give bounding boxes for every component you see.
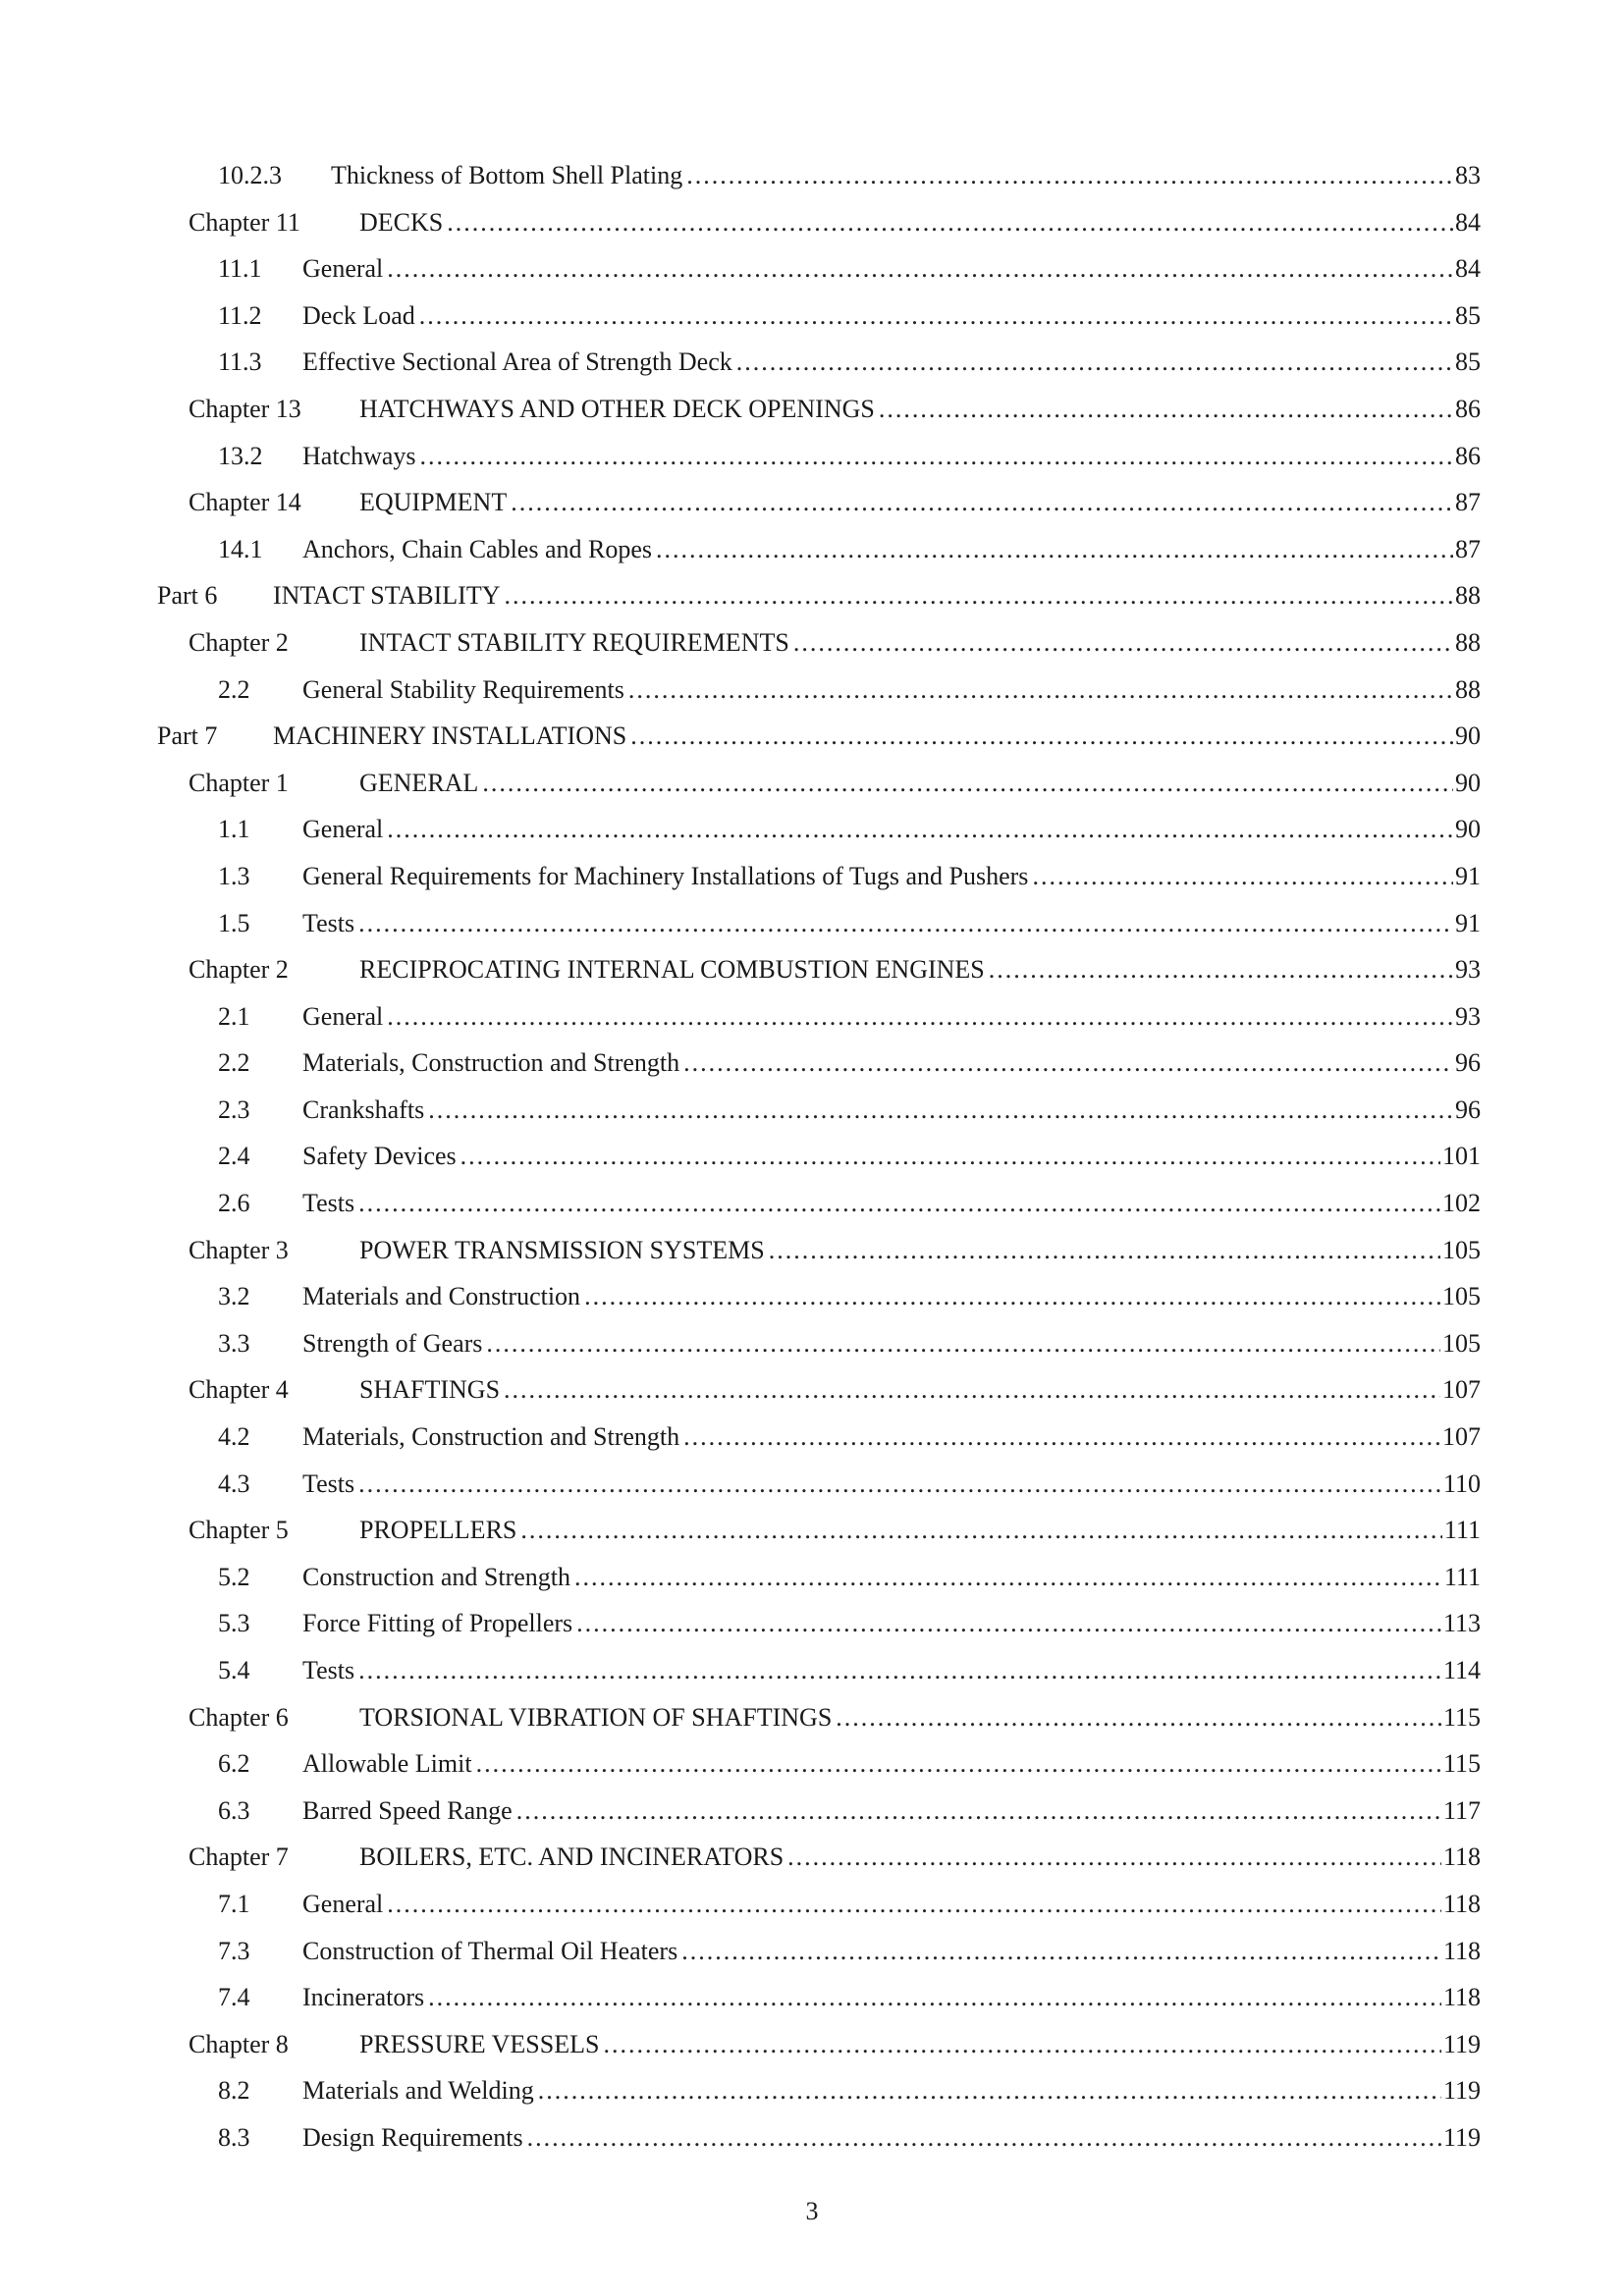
toc-entry[interactable]	[0, 1320, 1624, 1367]
toc-entry-title: BOILERS, ETC. AND INCINERATORS	[359, 1842, 785, 1872]
toc-entry-line	[302, 900, 1481, 947]
toc-entry-number: 8.3	[218, 2122, 250, 2152]
toc-entry[interactable]	[0, 1834, 1624, 1881]
toc-entry-page: 105	[1442, 1328, 1481, 1358]
toc-entry-title: Construction and Strength	[302, 1562, 570, 1591]
toc-dot-leader	[358, 1647, 1441, 1694]
toc-entry-title: Tests	[302, 908, 355, 937]
toc-dot-leader	[460, 1133, 1440, 1180]
toc-entry-title: MACHINERY INSTALLATIONS	[273, 721, 627, 751]
toc-entry-page: 90	[1455, 768, 1481, 797]
toc-entry-number: Chapter 11	[189, 207, 300, 237]
toc-entry-line	[302, 1273, 1481, 1320]
toc-entry-number: Part 6	[157, 581, 218, 611]
toc-entry-title: TORSIONAL VIBRATION OF SHAFTINGS	[359, 1702, 833, 1732]
toc-dot-leader	[793, 619, 1453, 667]
toc-entry-title: INTACT STABILITY REQUIREMENTS	[359, 627, 789, 657]
toc-entry-line	[359, 760, 1481, 807]
toc-entry-title: Strength of Gears	[302, 1328, 483, 1358]
toc-entry[interactable]	[0, 1180, 1624, 1227]
toc-entry-page: 90	[1455, 815, 1481, 844]
toc-entry-line	[359, 1834, 1481, 1881]
toc-entry-page: 115	[1442, 1749, 1481, 1779]
toc-entry-line	[302, 1647, 1481, 1694]
toc-dot-leader	[482, 760, 1453, 807]
toc-entry-line	[302, 667, 1481, 714]
toc-entry-number: Part 7	[157, 721, 218, 751]
toc-entry-page: 87	[1455, 488, 1481, 517]
toc-dot-leader	[1032, 853, 1453, 900]
toc-dot-leader	[574, 1554, 1442, 1601]
toc-entry[interactable]	[0, 1788, 1624, 1835]
toc-dot-leader	[787, 1834, 1441, 1881]
toc-entry-line	[359, 479, 1481, 526]
toc-dot-leader	[989, 946, 1453, 993]
toc-entry-page: 86	[1455, 394, 1481, 423]
toc-entry-title: Crankshafts	[302, 1095, 425, 1124]
toc-entry[interactable]	[0, 1600, 1624, 1647]
toc-entry-line	[302, 433, 1481, 480]
toc-entry[interactable]	[0, 433, 1624, 480]
toc-entry-title: Materials and Welding	[302, 2076, 534, 2106]
toc-entry-title: Effective Sectional Area of Strength Deck	[302, 347, 732, 377]
toc-dot-leader	[505, 572, 1454, 619]
toc-dot-leader	[428, 1087, 1453, 1134]
toc-entry[interactable]	[0, 1227, 1624, 1274]
toc-entry-number: 3.2	[218, 1282, 250, 1311]
toc-dot-leader	[584, 1273, 1440, 1320]
toc-entry-page: 119	[1442, 2122, 1481, 2152]
toc-entry-line	[359, 1366, 1481, 1414]
toc-entry-title: Deck Load	[302, 300, 415, 330]
toc-dot-leader	[736, 339, 1453, 386]
toc-dot-leader	[358, 1180, 1440, 1227]
toc-entry-page: 91	[1455, 908, 1481, 937]
toc-entry[interactable]	[0, 1647, 1624, 1694]
toc-entry-line	[359, 386, 1481, 433]
toc-entry[interactable]	[0, 479, 1624, 526]
toc-entry-line	[302, 1740, 1481, 1788]
toc-entry-title: General	[302, 254, 384, 284]
toc-entry-line	[302, 2114, 1481, 2162]
toc-entry-page: 105	[1442, 1282, 1481, 1311]
toc-entry[interactable]	[0, 1740, 1624, 1788]
toc-dot-leader	[836, 1694, 1441, 1741]
toc-dot-leader	[504, 1366, 1440, 1414]
toc-entry-number: Chapter 2	[189, 627, 289, 657]
toc-entry-page: 102	[1442, 1189, 1481, 1218]
toc-dot-leader	[603, 2021, 1441, 2068]
toc-entry-page: 88	[1455, 581, 1481, 611]
toc-dot-leader	[520, 1507, 1442, 1554]
toc-entry-line	[359, 199, 1481, 246]
toc-dot-leader	[387, 245, 1453, 293]
toc-entry[interactable]	[0, 526, 1624, 573]
toc-entry-title: Barred Speed Range	[302, 1795, 513, 1825]
toc-entry-line	[302, 1320, 1481, 1367]
toc-entry-title: General Stability Requirements	[302, 674, 624, 704]
toc-entry-title: POWER TRANSMISSION SYSTEMS	[359, 1235, 765, 1264]
toc-entry-number: Chapter 3	[189, 1235, 289, 1264]
page-number: 3	[805, 2197, 819, 2225]
toc-entry[interactable]	[0, 946, 1624, 993]
toc-entry[interactable]	[0, 1694, 1624, 1741]
toc-entry-number: 4.3	[218, 1468, 250, 1498]
toc-entry-page: 113	[1442, 1609, 1481, 1638]
toc-dot-leader	[511, 479, 1453, 526]
toc-dot-leader	[387, 806, 1453, 853]
toc-entry-page: 83	[1455, 161, 1481, 189]
toc-entry-number: 7.1	[218, 1889, 250, 1918]
toc-dot-leader	[387, 993, 1453, 1041]
toc-entry[interactable]	[0, 199, 1624, 246]
toc-entry-line	[302, 1414, 1481, 1461]
toc-entry-number: 2.4	[218, 1142, 250, 1171]
toc-entry[interactable]	[0, 760, 1624, 807]
toc-entry-page: 118	[1442, 1983, 1481, 2012]
toc-entry-title: RECIPROCATING INTERNAL COMBUSTION ENGINES	[359, 955, 985, 985]
toc-entry-page: 105	[1442, 1235, 1481, 1264]
toc-entry-number: Chapter 6	[189, 1702, 289, 1732]
toc-entry-page: 111	[1443, 1516, 1481, 1545]
toc-entry-number: 1.5	[218, 908, 250, 937]
toc-entry-page: 87	[1455, 534, 1481, 563]
toc-entry-title: Incinerators	[302, 1983, 425, 2012]
toc-entry-page: 96	[1455, 1048, 1481, 1078]
toc-entry-line	[302, 339, 1481, 386]
toc-entry[interactable]	[0, 1461, 1624, 1508]
toc-dot-leader	[538, 2067, 1441, 2114]
toc-entry-title: INTACT STABILITY	[273, 581, 501, 611]
toc-entry-number: 14.1	[218, 534, 263, 563]
toc-entry-line	[302, 853, 1481, 900]
toc-entry-page: 88	[1455, 674, 1481, 704]
toc-entry-line	[302, 245, 1481, 293]
toc-entry-line	[302, 993, 1481, 1041]
toc-entry-title: Safety Devices	[302, 1142, 457, 1171]
toc-entry-line	[302, 293, 1481, 340]
toc-entry[interactable]	[0, 667, 1624, 714]
toc-dot-leader	[879, 386, 1453, 433]
toc-entry[interactable]	[0, 619, 1624, 667]
toc-entry-line	[302, 2067, 1481, 2114]
toc-entry-line	[302, 1928, 1481, 1975]
toc-entry-page: 93	[1455, 955, 1481, 985]
toc-dot-leader	[683, 1414, 1440, 1461]
toc-dot-leader	[769, 1227, 1440, 1274]
toc-entry-line	[302, 1600, 1481, 1647]
toc-entry-line	[359, 619, 1481, 667]
toc-entry-page: 107	[1442, 1422, 1481, 1452]
toc-entry-title: Force Fitting of Propellers	[302, 1609, 573, 1638]
toc-entry-page: 85	[1455, 347, 1481, 377]
toc-entry-page: 86	[1455, 441, 1481, 470]
toc-dot-leader	[527, 2114, 1441, 2162]
toc-entry-line	[359, 2021, 1481, 2068]
toc-entry-title: General	[302, 1001, 384, 1031]
toc-entry-page: 90	[1455, 721, 1481, 751]
toc-entry-title: HATCHWAYS AND OTHER DECK OPENINGS	[359, 394, 875, 423]
toc-dot-leader	[576, 1600, 1441, 1647]
toc-dot-leader	[419, 293, 1453, 340]
toc-entry-page: 85	[1455, 300, 1481, 330]
toc-entry-number: 10.2.3	[218, 161, 282, 189]
toc-entry-line	[302, 1881, 1481, 1928]
toc-entry-line	[359, 1507, 1481, 1554]
toc-entry-number: 1.3	[218, 861, 250, 890]
toc-entry[interactable]	[0, 152, 1624, 199]
toc-entry-title: PRESSURE VESSELS	[359, 2029, 600, 2058]
toc-entry-number: 1.1	[218, 815, 250, 844]
toc-entry[interactable]	[0, 1040, 1624, 1087]
toc-entry-title: Hatchways	[302, 441, 416, 470]
toc-entry-page: 111	[1443, 1562, 1481, 1591]
toc-dot-leader	[387, 1881, 1441, 1928]
toc-entry[interactable]	[0, 2021, 1624, 2068]
toc-entry[interactable]	[0, 339, 1624, 386]
toc-entry-number: Chapter 7	[189, 1842, 289, 1872]
toc-entry-number: 2.1	[218, 1001, 250, 1031]
toc-dot-leader	[358, 1461, 1441, 1508]
toc-entry-title: Materials, Construction and Strength	[302, 1422, 680, 1452]
toc-entry-page: 93	[1455, 1001, 1481, 1031]
toc-dot-leader	[656, 526, 1453, 573]
toc-entry-line	[331, 152, 1481, 199]
toc-entry-number: Chapter 2	[189, 955, 289, 985]
toc-entry-title: Tests	[302, 1189, 355, 1218]
toc-entry[interactable]	[0, 1087, 1624, 1134]
toc-entry-number: 3.3	[218, 1328, 250, 1358]
toc-entry[interactable]	[0, 1133, 1624, 1180]
toc-entry[interactable]	[0, 1507, 1624, 1554]
toc-entry-line	[359, 1694, 1481, 1741]
toc-entry-title: SHAFTINGS	[359, 1375, 501, 1405]
toc-entry-page: 117	[1442, 1795, 1481, 1825]
toc-entry-line	[359, 946, 1481, 993]
toc-entry[interactable]	[0, 386, 1624, 433]
toc-entry[interactable]	[0, 900, 1624, 947]
toc-entry-line	[302, 806, 1481, 853]
toc-entry-number: 5.3	[218, 1609, 250, 1638]
toc-entry-page: 115	[1442, 1702, 1481, 1732]
toc-entry-title: Design Requirements	[302, 2122, 523, 2152]
toc-entry-title: Tests	[302, 1468, 355, 1498]
toc-entry-title: Anchors, Chain Cables and Ropes	[302, 534, 653, 563]
toc-entry-number: 6.2	[218, 1749, 250, 1779]
toc-dot-leader	[630, 713, 1453, 760]
toc-entry[interactable]	[0, 2114, 1624, 2162]
toc-dot-leader	[428, 1974, 1441, 2021]
toc-entry-title: Thickness of Bottom Shell Plating	[331, 161, 683, 189]
toc-entry-page: 107	[1442, 1375, 1481, 1405]
toc-entry-number: 7.4	[218, 1983, 250, 2012]
toc-entry-number: Chapter 5	[189, 1516, 289, 1545]
toc-entry[interactable]	[0, 293, 1624, 340]
toc-entry-line	[302, 1461, 1481, 1508]
toc-entry-number: Chapter 4	[189, 1375, 289, 1405]
toc-dot-leader	[681, 1928, 1441, 1975]
toc-entry-page: 118	[1442, 1936, 1481, 1965]
toc-entry[interactable]	[0, 2067, 1624, 2114]
toc-entry-number: 2.6	[218, 1189, 250, 1218]
toc-entry-number: 6.3	[218, 1795, 250, 1825]
toc-entry-page: 110	[1442, 1468, 1481, 1498]
toc-entry-number: 5.4	[218, 1656, 250, 1684]
toc-entry-page: 119	[1442, 2076, 1481, 2106]
toc-dot-leader	[683, 1040, 1453, 1087]
toc-entry-page: 118	[1442, 1889, 1481, 1918]
toc-entry-page: 101	[1442, 1142, 1481, 1171]
toc-entry-title: Materials, Construction and Strength	[302, 1048, 680, 1078]
toc-entry-page: 84	[1455, 207, 1481, 237]
toc-entry-number: 7.3	[218, 1936, 250, 1965]
toc-entry-number: 2.3	[218, 1095, 250, 1124]
toc-entry-title: Allowable Limit	[302, 1749, 472, 1779]
toc-dot-leader	[516, 1788, 1441, 1835]
toc-entry-title: General	[302, 1889, 384, 1918]
toc-entry[interactable]	[0, 1273, 1624, 1320]
toc-entry-title: PROPELLERS	[359, 1516, 517, 1545]
toc-dot-leader	[476, 1740, 1441, 1788]
toc-entry-page: 118	[1442, 1842, 1481, 1872]
table-of-contents	[0, 152, 1624, 2162]
toc-entry-title: DECKS	[359, 207, 444, 237]
toc-entry[interactable]	[0, 572, 1624, 619]
toc-entry-line	[273, 713, 1481, 760]
toc-entry-title: General Requirements for Machinery Installations of Tugs and Pushers	[302, 861, 1029, 890]
toc-entry[interactable]	[0, 1928, 1624, 1975]
toc-entry-line	[302, 1554, 1481, 1601]
toc-entry[interactable]	[0, 1414, 1624, 1461]
toc-entry-number: 5.2	[218, 1562, 250, 1591]
toc-entry-title: General	[302, 815, 384, 844]
toc-entry[interactable]	[0, 1366, 1624, 1414]
toc-entry-number: 11.1	[218, 254, 262, 284]
toc-entry-page: 96	[1455, 1095, 1481, 1124]
toc-dot-leader	[628, 667, 1453, 714]
toc-entry[interactable]	[0, 713, 1624, 760]
toc-entry[interactable]	[0, 806, 1624, 853]
toc-entry-page: 114	[1442, 1656, 1481, 1684]
toc-entry-title: Construction of Thermal Oil Heaters	[302, 1936, 678, 1965]
toc-entry-number: 11.3	[218, 347, 262, 377]
toc-entry-line	[302, 1133, 1481, 1180]
toc-entry[interactable]	[0, 1881, 1624, 1928]
toc-entry-title: Tests	[302, 1656, 355, 1684]
toc-entry-number: 2.2	[218, 1048, 250, 1078]
toc-entry[interactable]	[0, 993, 1624, 1041]
toc-entry-line	[359, 1227, 1481, 1274]
toc-entry[interactable]	[0, 853, 1624, 900]
toc-entry-page: 119	[1442, 2029, 1481, 2058]
toc-entry-number: 11.2	[218, 300, 262, 330]
toc-entry-number: 2.2	[218, 674, 250, 704]
toc-entry-page: 88	[1455, 627, 1481, 657]
toc-entry-title: EQUIPMENT	[359, 488, 508, 517]
toc-entry-line	[302, 526, 1481, 573]
toc-entry-number: Chapter 13	[189, 394, 301, 423]
toc-entry-number: Chapter 14	[189, 488, 301, 517]
toc-entry-number: Chapter 8	[189, 2029, 289, 2058]
toc-entry-number: Chapter 1	[189, 768, 289, 797]
toc-entry-page: 84	[1455, 254, 1481, 284]
toc-entry-title: GENERAL	[359, 768, 479, 797]
toc-dot-leader	[358, 900, 1453, 947]
toc-dot-leader	[447, 199, 1453, 246]
toc-entry[interactable]	[0, 1554, 1624, 1601]
toc-dot-leader	[420, 433, 1453, 480]
toc-entry-page: 91	[1455, 861, 1481, 890]
toc-entry-number: 13.2	[218, 441, 263, 470]
toc-entry[interactable]	[0, 1974, 1624, 2021]
toc-entry-number: 8.2	[218, 2076, 250, 2106]
toc-entry-line	[302, 1788, 1481, 1835]
toc-entry-title: Materials and Construction	[302, 1282, 581, 1311]
toc-dot-leader	[486, 1320, 1440, 1367]
toc-entry-line	[302, 1180, 1481, 1227]
toc-entry-line	[302, 1087, 1481, 1134]
toc-entry-line	[273, 572, 1481, 619]
toc-entry-number: 4.2	[218, 1422, 250, 1452]
toc-dot-leader	[686, 152, 1453, 199]
toc-entry-line	[302, 1040, 1481, 1087]
toc-entry[interactable]	[0, 245, 1624, 293]
toc-entry-line	[302, 1974, 1481, 2021]
